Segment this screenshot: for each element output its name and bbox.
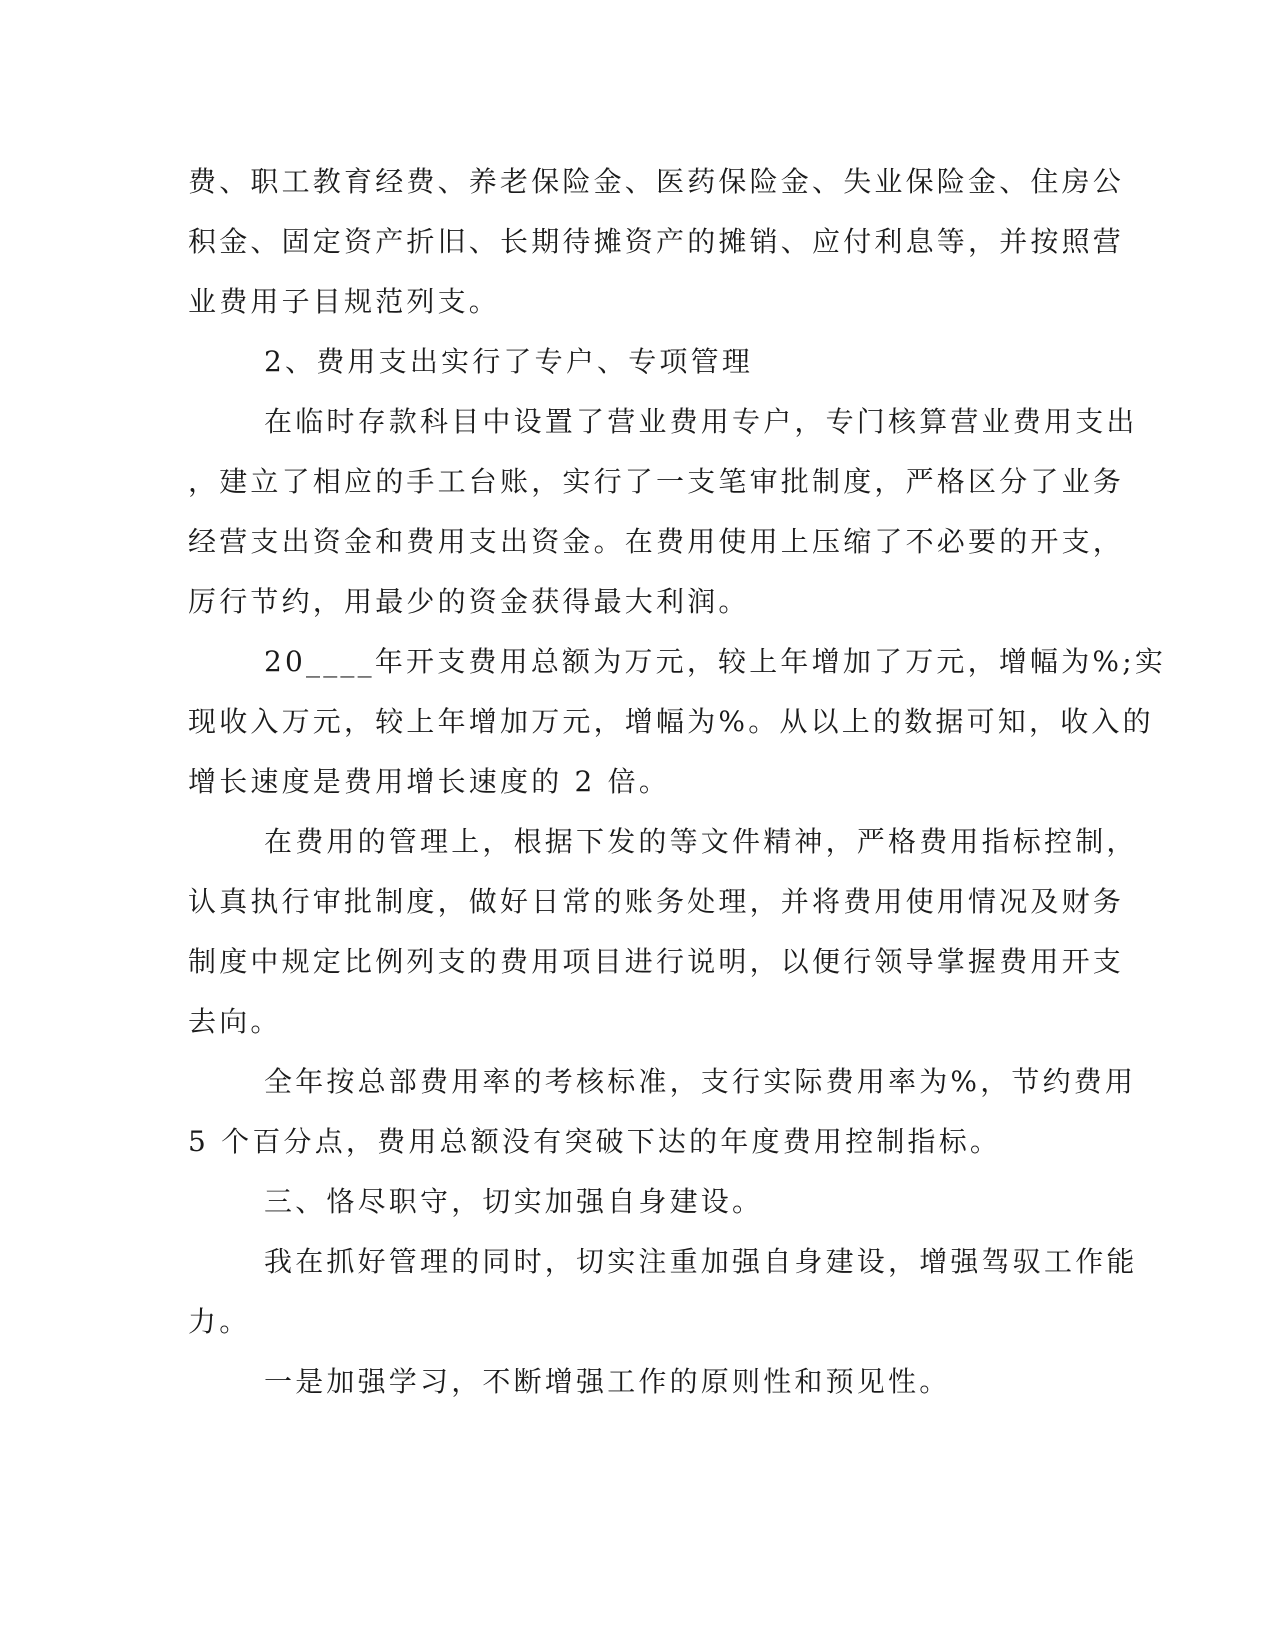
text-line: 一是加强学习，不断增强工作的原则性和预见性。 — [264, 1365, 951, 1398]
section-heading: 2、费用支出实行了专户、专项管理 — [264, 345, 754, 378]
text-line: 在费用的管理上，根据下发的等文件精神，严格费用指标控制， — [264, 825, 1138, 858]
text-line: 去向。 — [188, 1005, 282, 1038]
text-line: 厉行节约，用最少的资金获得最大利润。 — [188, 585, 750, 618]
text-line: 在临时存款科目中设置了营业费用专户，专门核算营业费用支出 — [264, 405, 1138, 438]
text-line: 20____年开支费用总额为万元，较上年增加了万元，增幅为%;实 — [264, 645, 1167, 678]
text-line: 认真执行审批制度，做好日常的账务处理，并将费用使用情况及财务 — [188, 885, 1125, 918]
text-line: 现收入万元，较上年增加万元，增幅为%。从以上的数据可知，收入的 — [188, 705, 1154, 738]
text-line: 5 个百分点，费用总额没有突破下达的年度费用控制指标。 — [188, 1125, 1002, 1158]
text-line: 全年按总部费用率的考核标准，支行实际费用率为%，节约费用 — [264, 1065, 1137, 1098]
text-line: 增长速度是费用增长速度的 2 倍。 — [188, 765, 671, 798]
section-heading: 三、恪尽职守，切实加强自身建设。 — [264, 1185, 764, 1218]
text-line: 业费用子目规范列支。 — [188, 285, 501, 318]
text-line: 经营支出资金和费用支出资金。在费用使用上压缩了不必要的开支， — [188, 525, 1125, 558]
text-line: 积金、固定资产折旧、长期待摊资产的摊销、应付利息等，并按照营 — [188, 225, 1125, 258]
text-line: 制度中规定比例列支的费用项目进行说明，以便行领导掌握费用开支 — [188, 945, 1125, 978]
text-line: 费、职工教育经费、养老保险金、医药保险金、失业保险金、住房公 — [188, 165, 1125, 198]
text-line: ，建立了相应的手工台账，实行了一支笔审批制度，严格区分了业务 — [188, 465, 1125, 498]
text-line: 我在抓好管理的同时，切实注重加强自身建设，增强驾驭工作能 — [264, 1245, 1138, 1278]
text-line: 力。 — [188, 1305, 251, 1338]
